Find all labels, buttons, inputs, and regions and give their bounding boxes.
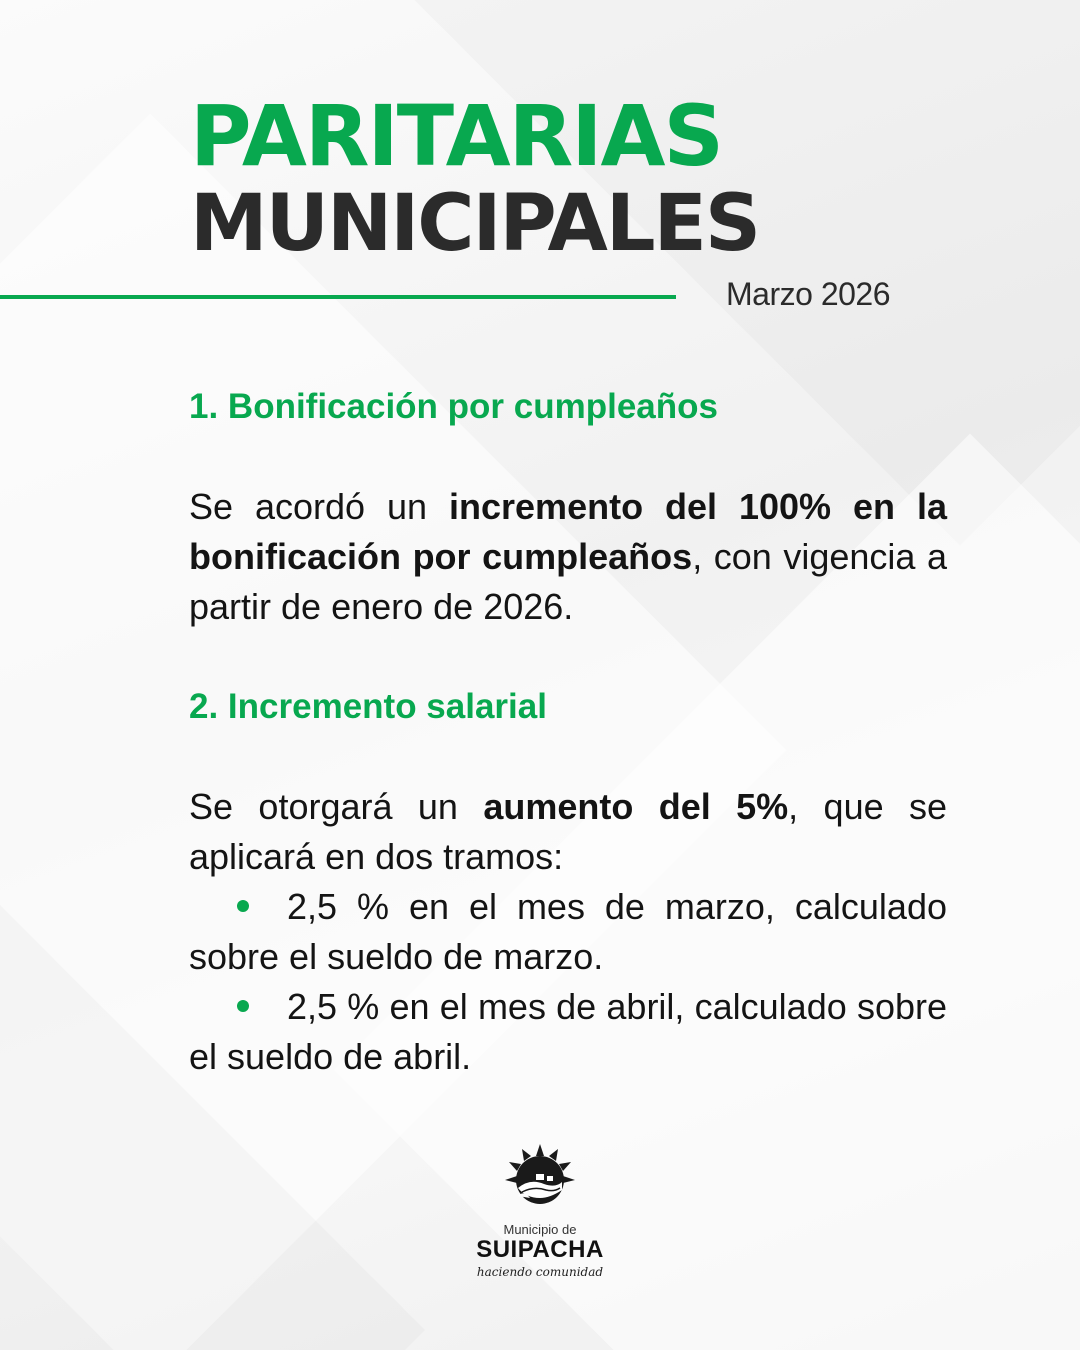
- list-item-text: 2,5 % en el mes de abril, calculado sobre el sueldo de abril.: [189, 986, 947, 1077]
- sun-emblem-icon: [500, 1138, 580, 1218]
- section-2-text-bold: aumento del 5%: [483, 786, 789, 827]
- page-title: [190, 87, 760, 269]
- municipality-logo: [440, 1138, 640, 1279]
- list-item: [189, 982, 947, 1082]
- section-1-text: [189, 482, 947, 632]
- bullet-dot-icon: [237, 1000, 249, 1012]
- section-1-text-start: Se acordó un: [189, 486, 450, 527]
- list-item-text: 2,5 % en el mes de marzo, calculado sobre el sueldo de marzo.: [189, 886, 947, 977]
- logo-name: SUIPACHA: [476, 1236, 604, 1263]
- section-1-heading: 1. Bonificación por cumpleaños: [189, 387, 718, 426]
- title-line-2: MUNICIPALES: [190, 179, 760, 269]
- list-item: [189, 882, 947, 982]
- logo-small-text: Municipio de: [503, 1222, 577, 1237]
- section-2-text-start: Se otorgará un: [189, 786, 484, 827]
- title-line-1: PARITARIAS: [190, 87, 723, 185]
- logo-tagline: haciendo comunidad: [476, 1265, 604, 1279]
- section-2-heading: 2. Incremento salarial: [189, 687, 547, 726]
- main-content: [189, 382, 947, 1082]
- section-2-text: [189, 782, 947, 882]
- date-label: Marzo 2026: [726, 276, 890, 312]
- section-2-text-end: , que se aplicará en dos tramos:: [189, 786, 948, 877]
- header-divider: [0, 295, 676, 299]
- section-1-text-bold: incremento del 100% en la bonificación por cumpleaños: [189, 486, 947, 577]
- section-1-text-end: , con vigencia a partir de enero de 2026.: [189, 536, 948, 627]
- bullet-dot-icon: [237, 900, 249, 912]
